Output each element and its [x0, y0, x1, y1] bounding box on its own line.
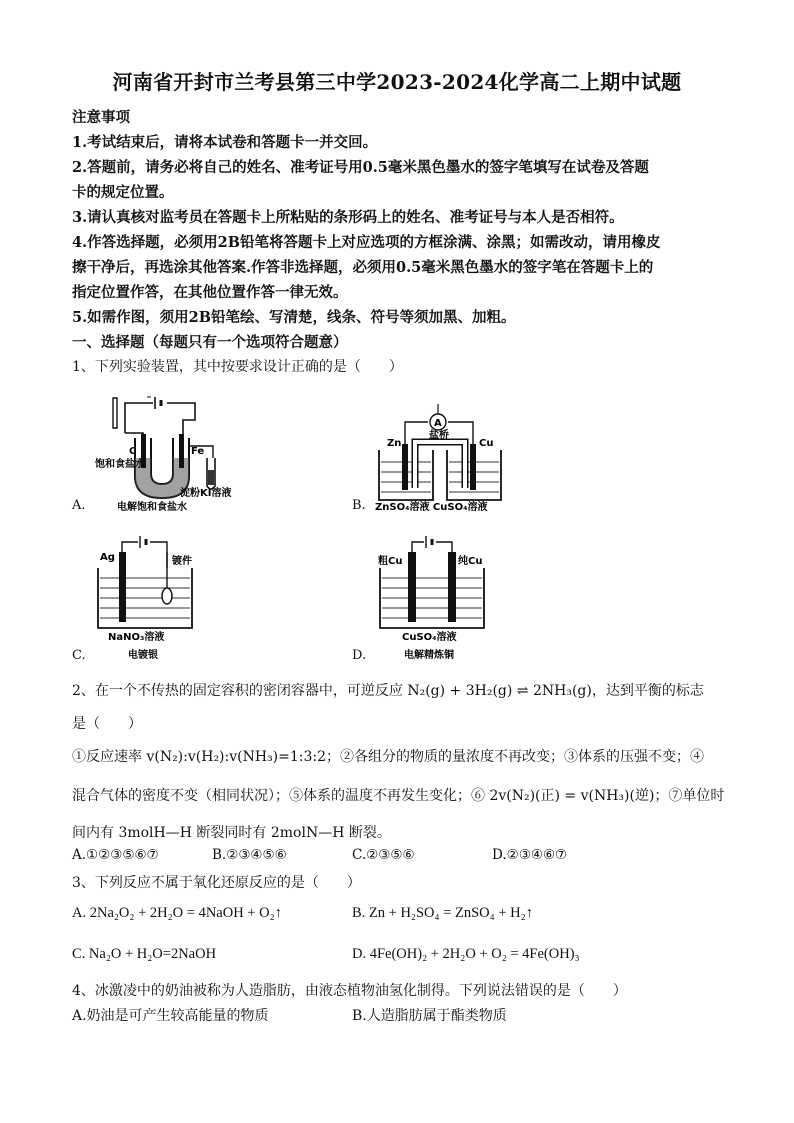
salt-bridge-label: 盐桥 [429, 430, 449, 441]
pure-cu-label: 纯Cu [458, 556, 483, 567]
note-line: 1.考试结束后，请将本试卷和答题卡一并交回。 [72, 134, 378, 151]
q2-option-a[interactable]: A.①②③⑤⑥⑦ [72, 847, 159, 863]
starch-ki-label: 淀粉KI溶液 [180, 488, 232, 499]
q4-option-b[interactable]: B.人造脂肪属于酯类物质 [352, 1008, 507, 1024]
figure-c-silver-plating [92, 530, 202, 660]
figure-a-caption: 电解饱和食盐水 [117, 502, 187, 513]
section-heading: 一、选择题（每题只有一个选项符合题意） [72, 334, 348, 351]
zn-label: Zn [387, 438, 402, 449]
note-line: 5.如需作图，须用2B铅笔绘、写清楚，线条、符号等须加黑、加粗。 [72, 309, 516, 326]
figure-d-copper-refining [372, 530, 492, 660]
q3-option-c[interactable]: C. Na₂O + H₂O=2NaOH [72, 946, 217, 962]
notes-heading: 注意事项 [72, 109, 130, 126]
cuso4-label: CuSO₄溶液 [402, 632, 457, 643]
note-line: 卡的规定位置。 [72, 184, 174, 201]
q3-stem: 3、下列反应不属于氧化还原反应的是（ ） [72, 875, 361, 891]
note-line: 3.请认真核对监考员在答题卡上所粘贴的条形码上的姓名、准考证号与本人是否相符。 [72, 209, 624, 226]
electrode-c-label: C [129, 446, 137, 457]
note-line: 4.作答选择题，必须用2B铅笔将答题卡上对应选项的方框涂满、涂黑；如需改动，请用橡皮 [72, 234, 661, 251]
q1-option-b[interactable]: B. [352, 498, 366, 513]
ag-label: Ag [100, 552, 115, 563]
q3-option-d[interactable]: D. 4Fe(OH)₂ + 2H₂O + O₂ = 4Fe(OH)₃ [352, 946, 580, 962]
page-title: 河南省开封市兰考县第三中学2023-2024化学高二上期中试题 [112, 70, 682, 94]
q4-stem: 4、冰激凌中的奶油被称为人造脂肪，由液态植物油氢化制得。下列说法错误的是（ ） [72, 983, 627, 999]
electrode-fe-label: Fe [191, 446, 205, 457]
svg-text:A: A [434, 418, 442, 429]
q1-stem: 1、下列实验装置，其中按要求设计正确的是（ ） [72, 359, 403, 375]
q4-option-a[interactable]: A.奶油是可产生较高能量的物质 [72, 1008, 269, 1024]
figure-b-galvanic-cell [373, 400, 513, 512]
q2-condition-line3: 间内有 3molH—H 断裂同时有 2molN—H 断裂。 [72, 825, 391, 841]
plated-part-label: 镀件 [172, 556, 192, 567]
note-line: 擦干净后，再选涂其他答案.作答非选择题，必须用0.5毫米黑色墨水的签字笔在答题卡上的 [72, 259, 654, 276]
note-line: 指定位置作答，在其他位置作答一律无效。 [72, 284, 348, 301]
figure-c-caption: 电镀银 [128, 650, 158, 660]
figure-d-caption: 电解精炼铜 [404, 650, 454, 660]
q2-stem-line2: 是（ ） [72, 716, 142, 732]
q3-option-b[interactable]: B. Zn + H₂SO₄ = ZnSO₄ + H₂↑ [352, 905, 533, 921]
note-line: 2.答题前，请务必将自己的姓名、准考证号用0.5毫米黑色墨水的签字笔填写在试卷及答题 [72, 159, 649, 176]
q3-option-a[interactable]: A. 2Na₂O₂ + 2H₂O = 4NaOH + O₂↑ [72, 905, 282, 921]
q1-option-c[interactable]: C. [72, 648, 86, 663]
q2-condition-line2: 混合气体的密度不变（相同状况）；⑤体系的温度不再发生变化；⑥ 2v(N₂)(正) = v(NH₃)(逆)；⑦单位时 [72, 788, 725, 804]
q2-stem-line1: 2、在一个不传热的固定容积的密闭容器中，可逆反应 N₂(g) + 3H₂(g) ⇌ 2NH₃(g)，达到平衡的标志 [72, 683, 704, 699]
q1-option-a[interactable]: A. [72, 498, 86, 513]
cu-label: Cu [479, 438, 494, 449]
q1-option-d[interactable]: D. [352, 648, 367, 663]
q2-option-c[interactable]: C.②③⑤⑥ [352, 847, 415, 863]
crude-cu-label: 粗Cu [378, 556, 403, 567]
figure-b-caption: ZnSO₄溶液 CuSO₄溶液 [375, 502, 488, 512]
figure-a-electrolysis-brine [95, 388, 245, 513]
q2-option-d[interactable]: D.②③④⑥⑦ [492, 847, 568, 863]
brine-label: 饱和食盐水 [95, 459, 145, 470]
nano3-label: NaNO₃溶液 [108, 632, 165, 643]
q2-option-b[interactable]: B.②③④⑤⑥ [212, 847, 287, 863]
q2-condition-line1: ①反应速率 v(N₂):v(H₂):v(NH₃)=1:3:2；②各组分的物质的量浓度不再改变；③体系的压强不变；④ [72, 749, 705, 765]
